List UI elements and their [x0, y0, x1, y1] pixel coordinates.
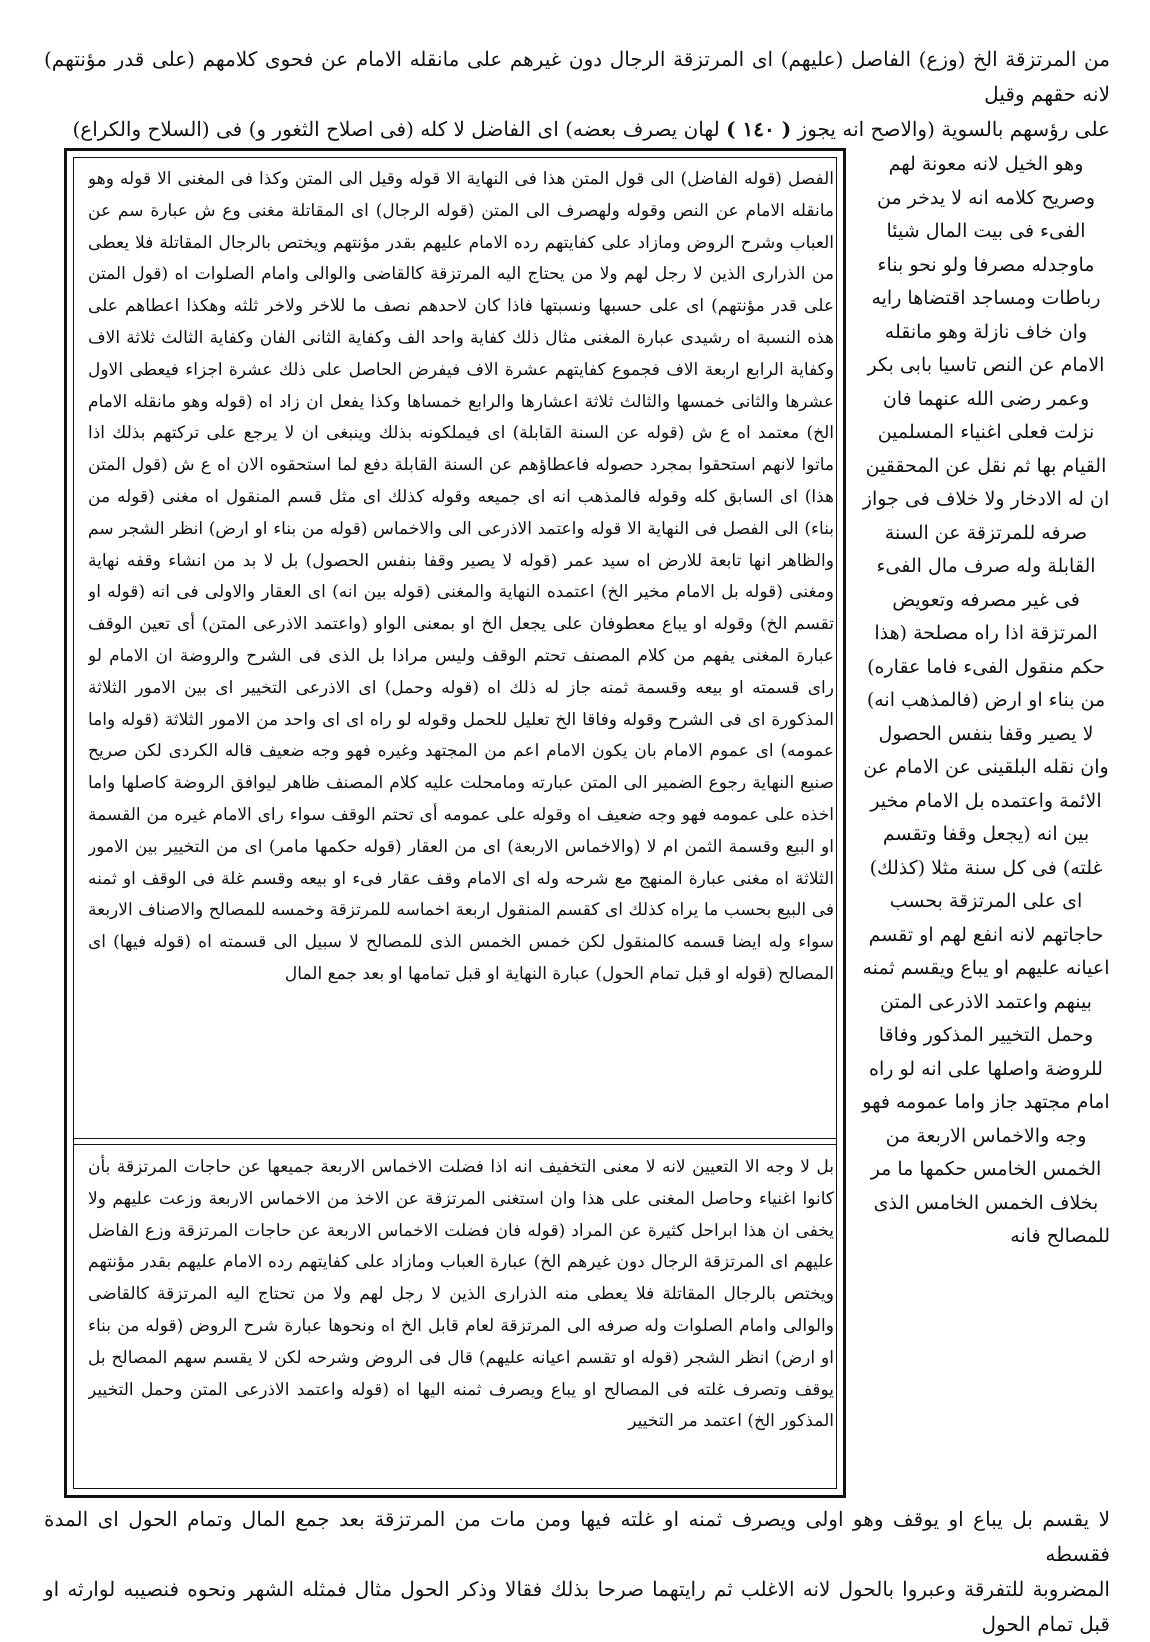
commentary-frame-inner — [73, 157, 837, 1489]
main-text-bottom — [44, 1502, 1110, 1642]
commentary-text: الفصل (قوله الفاضل) الى قول المتن هذا فى النهاية الا قوله وقيل الى المتن وكذا فى المغنى الا قوله وهو مانقله الامام عن النص وقوله ولهصرف الى المتن (قوله الرجال) اى المقاتلة مغنى وع ش عبارة سم عن العباب وشرح الروض ومازاد على كفايتهم رده الامام عليهم بقدر مؤنتهم ويختص بالرجال المقاتلة فلا يعطى من الذرارى الذين لا رجل لهم ولا من يحتاج اليه المرتزقة كالقاضى والوالى وامام الصلوات اه (قول المتن على قدر مؤنتهم) اى على حسبها ونسبتها فاذا كان لاحدهم نصف ما للاخر ولاخر ثلثه وهكذا اعطاهم على هذه النسبة اه رشيدى عبارة المغنى مثال ذلك كفاية واحد الف وكفاية الثانى الفان وكفاية الثالث ثلاثة الاف وكفاية الرابع اربعة الاف فجموع كفايتهم عشرة الاف فيفرض الحاصل على ذلك عشرة اجزاء فيعطى الاول عشرها والثانى خمسها والثالث ثلاثة اعشارها والرابع خمساها وكذا يفعل ان زاد اه (قوله وهو مانقله الامام الخ) معتمد اه ع ش (قوله عن السنة القابلة) اى فيملكونه بذلك وينبغى ان لا يرجع على تركتهم بذلك اذا ماتوا لانهم استحقوا بمجرد حصوله فاعطاؤهم عن السنة القابلة دفع لما استحقوه الان اه ع ش (قول المتن هذا) اى السابق كله وقوله فالمذهب انه اى جميعه وقوله كذلك اى مثل قسم المنقول اه مغنى (قوله من بناء) الى الفصل فى النهاية الا قوله واعتمد الاذرعى الى والاخماس (قوله من بناء او ارض) انظر الشجر سم والظاهر انها تابعة للارض اه سيد عمر (قوله لا يصير وقفا بنفس الحصول) بل لا بد من انشاء وقفه نهاية ومغنى (قوله بل الامام مخير الخ) اعتمده النهاية والمغنى (قوله بين انه) اى العقار والاولى فى انه (قوله او تقسم الخ) وقوله او يباع معطوفان على يجعل الخ او بمعنى الواو (واعتمد الاذرعى المتن) أى تعين الوقف عبارة المغنى يفهم من كلام المصنف تحتم الوقف وليس مرادا بل الذى فى الشرح والروضة ان الامام لو راى قسمته او بيعه وقسمة ثمنه جاز له ذلك اه (قوله وحمل) اى الاذرعى التخيير اى بين الامور الثلاثة المذكورة اى فى الشرح وقوله وفاقا الخ تعليل للحمل وقوله لو راه اى اى واحد من الامور الثلاثة (قوله واما عمومه) اى عموم الامام بان يكون الامام اعم من المجتهد وغيره فهو وجه ضعيف قاله الكردى لكن صريح صنيع النهاية رجوع الضمير الى المتن عبارته ومامحلت عليه كلام المصنف ظاهر ليوافق الروضة كاصلها واما اخذه على عمومه فهو وجه ضعيف اه وقوله على عمومه أى تحتم الوقف سواء راى الامام غيره من القسمة او البيع وقسمة الثمن ام لا (والاخماس الاربعة) اى من العقار (قوله حكمها مامر) اى من التخيير بين الامور الثلاثة اه مغنى عبارة المنهج مع شرحه وله اى الامام وقف عقار فىء او بيعه وقسم غلة فى الوقف او ثمنه فى البيع بحسب ما يراه كذلك اى كقسم المنقول اربعة اخماسه للمرتزقة وخمسه للمصالح والاصناف الاربعة سواء وله ايضا قسمه كالمنقول لكن خمس الخمس الذى للمصالح لا سبيل الى قسمته اه (قوله فيها) اى المصالح (قوله او قبل تمام الحول) عبارة النهاية او قبل تمامها او بعد جمع المال — [88, 169, 834, 984]
main-text-line: من المرتزقة الخ (وزع) الفاصل (عليهم) اى المرتزقة الرجال دون غيرهم على مانقله الامام عن فحوى كلامهم (على قدر مؤنتهم) لانه حقهم وقيل — [44, 47, 1110, 106]
page-number: ( ١٤٠ ) — [726, 117, 792, 141]
commentary-frame — [64, 148, 846, 1498]
main-text-top — [44, 42, 1110, 147]
main-text-side-column — [862, 148, 1110, 1254]
main-text-fragment: على رؤسهم بالسوية (والاصح انه يجوز — [797, 117, 1110, 141]
main-text-line — [44, 112, 1110, 147]
section-divider — [74, 1138, 836, 1145]
side-column-text: وهو الخيل لانه معونة لهم وصريح كلامه انه لا يدخر من الفىء فى بيت المال شيئا ماوجدله مصرفا ولو نحو بناء رباطات ومساجد اقتضاها رايه وان خاف نازلة وهو مانقله الامام عن النص تاسيا بابى بكر وعمر رضى الله عنهما فان نزلت فعلى اغنياء المسلمين القيام بها ثم نقل عن المحققين ان له الادخار ولا خلاف فى جواز صرفه للمرتزقة عن السنة القابلة وله صرف مال الفىء فى غير مصرفه وتعويض المرتزقة اذا راه مصلحة (هذا حكم منقول الفىء فاما عقاره) من بناء او ارض (فالمذهب انه) لا يصير وقفا بنفس الحصول وان نقله البلقينى عن الامام عن الائمة واعتمده بل الامام مخير بين انه (يجعل وقفا وتقسم غلته) فى كل سنة مثلا (كذلك) اى على المرتزقة بحسب حاجاتهم لانه انفع لهم او تقسم اعيانه عليهم او يباع ويقسم ثمنه بينهم واعتمد الاذرعى المتن وحمل التخيير المذكور وفاقا للروضة واصلها على انه لو راه امام مجتهد جاز واما عمومه فهو وجه والاخماس الاربعة من الخمس الخامس حكمها ما مر بخلاف الخمس الخامس الذى للمصالح فانه — [862, 153, 1110, 1247]
main-text-line: المضروبة للتفرقة وعبروا بالحول لانه الاغلب ثم رايتهما صرحا بذلك فقالا وذكر الحول مثال فمثله الشهر ونحوه فنصيبه لوارثه او قبل تمام الحول — [44, 1577, 1110, 1636]
main-text-line: لا يقسم بل يباع او يوقف وهو اولى ويصرف ثمنه او غلته فيها ومن مات من المرتزقة بعد جمع المال وتمام الحول اى المدة فقسطه — [44, 1507, 1110, 1566]
footnote-text: بل لا وجه الا التعيين لانه لا معنى التخفيف انه اذا فضلت الاخماس الاربعة جميعها عن حاجات المرتزقة بأن كانوا اغنياء وحاصل المغنى على هذا وان استغنى المرتزقة عن الاخذ من الاخماس الاربعة وزعت عليهم ولا يخفى ان هذا ابراحل كثيرة عن المراد (قوله فان فضلت الاخماس الاربعة عن حاجات المرتزقة وزع الفاضل عليهم اى المرتزقة الرجال دون غيرهم الخ) عبارة العباب ومازاد على كفايتهم رده الامام عليهم بقدر مؤنتهم ويختص بالرجال المقاتلة فلا يعطى منه الذرارى الذين لا رجل لهم ولا من تحتاج اليه المرتزقة كالقاضى والوالى وامام الصلوات وله صرفه الى المرتزقة لعام قابل الخ اه ونحوها عبارة شرح الروض (قوله من بناء او ارض) انظر الشجر (قوله او تقسم اعيانه عليهم) قال فى الروض وشرحه لكن لا يقسم سهم المصالح بل يوقف وتصرف غلته فى المصالح او يباع ويصرف ثمنه اليها اه (قوله واعتمد الاذرعى المتن وحمل التخيير المذكور الخ) اعتمد مر التخيير — [88, 1157, 834, 1432]
main-text-fragment: لهان يصرف بعضه) اى الفاضل لا كله (فى اصلاح الثغور و) فى (السلاح والكراع) — [72, 117, 720, 141]
